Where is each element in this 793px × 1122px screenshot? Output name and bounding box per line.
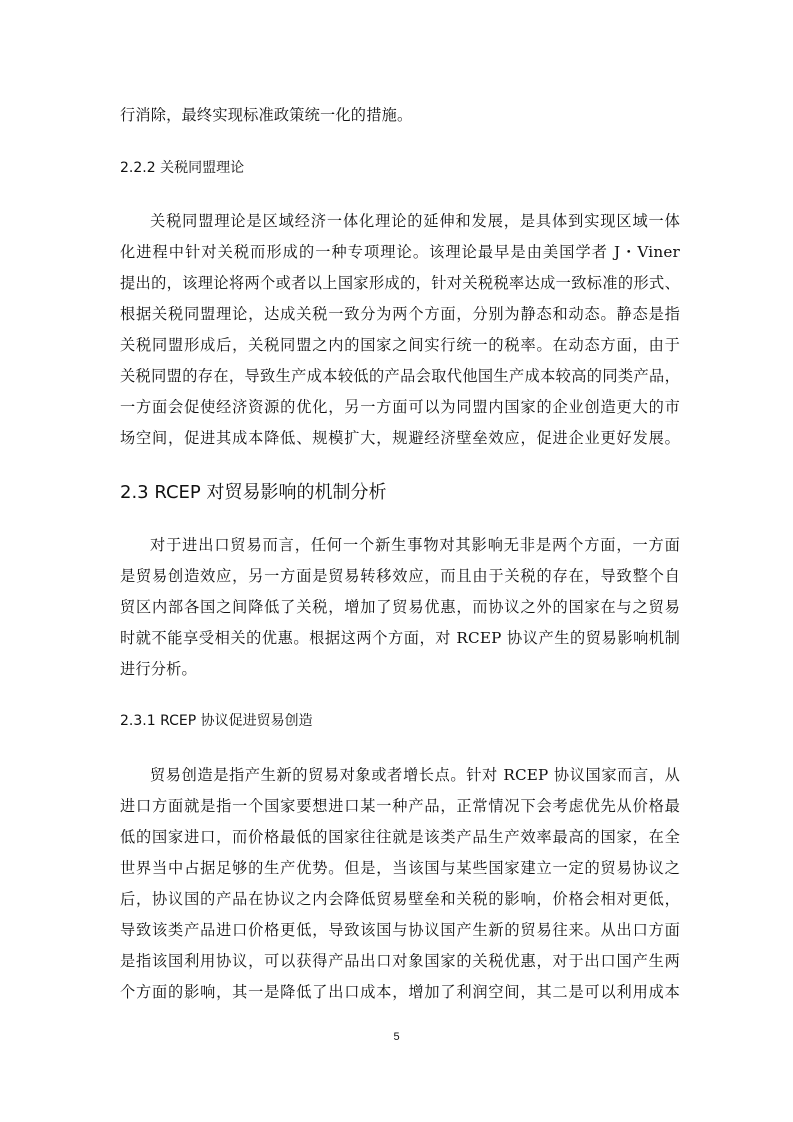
paragraph-line: 行消除，最终实现标准政策统一化的措施。	[120, 106, 413, 124]
paragraph-line: 贸区内部各国之间降低了关税，增加了贸易优惠，而协议之外的国家在与之贸易	[120, 598, 680, 616]
section-heading: 2.3.1 RCEP 协议促进贸易创造	[120, 713, 313, 729]
paragraph-line: 时就不能享受相关的优惠。根据这两个方面，对 RCEP 协议产生的贸易影响机制	[120, 629, 680, 647]
section-heading: 2.2.2 关税同盟理论	[120, 160, 245, 176]
paragraph-line: 根据关税同盟理论，达成关税一致分为两个方面，分别为静态和动态。静态是指	[120, 305, 680, 323]
paragraph-line: 提出的，该理论将两个或者以上国家形成的，针对关税税率达成一致标准的形式、	[120, 274, 680, 292]
section-title: 2.3 RCEP 对贸易影响的机制分析	[120, 482, 387, 503]
paragraph-line: 化进程中针对关税而形成的一种专项理论。该理论最早是由美国学者 J・Viner	[120, 243, 680, 261]
page-number: 5	[393, 1031, 400, 1043]
paragraph-line: 关税同盟理论是区域经济一体化理论的延伸和发展，是具体到实现区域一体	[150, 212, 680, 230]
paragraph-line: 是指该国利用协议，可以获得产品出口对象国家的关税优惠，对于出口国产生两	[120, 952, 680, 970]
paragraph-line: 导致该类产品进口价格更低，导致该国与协议国产生新的贸易往来。从出口方面	[120, 921, 680, 939]
paragraph-line: 对于进出口贸易而言，任何一个新生事物对其影响无非是两个方面，一方面	[150, 536, 680, 554]
paragraph-line: 低的国家进口，而价格最低的国家往往就是该类产品生产效率最高的国家，在全	[120, 828, 680, 846]
paragraph-line: 关税同盟的存在，导致生产成本较低的产品会取代他国生产成本较高的同类产品，	[120, 367, 680, 385]
paragraph-line: 场空间，促进其成本降低、规模扩大，规避经济壁垒效应，促进企业更好发展。	[120, 429, 680, 447]
paragraph-line: 关税同盟形成后，关税同盟之内的国家之间实行统一的税率。在动态方面，由于	[120, 336, 680, 354]
paragraph-line: 后，协议国的产品在协议之内会降低贸易壁垒和关税的影响，价格会相对更低，	[120, 890, 680, 908]
paragraph-line: 进行分析。	[120, 660, 197, 678]
paragraph-line: 世界当中占据足够的生产优势。但是，当该国与某些国家建立一定的贸易协议之	[120, 859, 680, 877]
paragraph-line: 贸易创造是指产生新的贸易对象或者增长点。针对 RCEP 协议国家而言，从	[150, 766, 680, 784]
paragraph-line: 是贸易创造效应，另一方面是贸易转移效应，而且由于关税的存在，导致整个自	[120, 567, 680, 585]
paragraph-line: 个方面的影响，其一是降低了出口成本，增加了利润空间，其二是可以利用成本	[120, 983, 680, 1001]
paragraph-line: 进口方面就是指一个国家要想进口某一种产品，正常情况下会考虑优先从价格最	[120, 797, 680, 815]
paragraph-line: 一方面会促使经济资源的优化，另一方面可以为同盟内国家的企业创造更大的市	[120, 398, 680, 416]
